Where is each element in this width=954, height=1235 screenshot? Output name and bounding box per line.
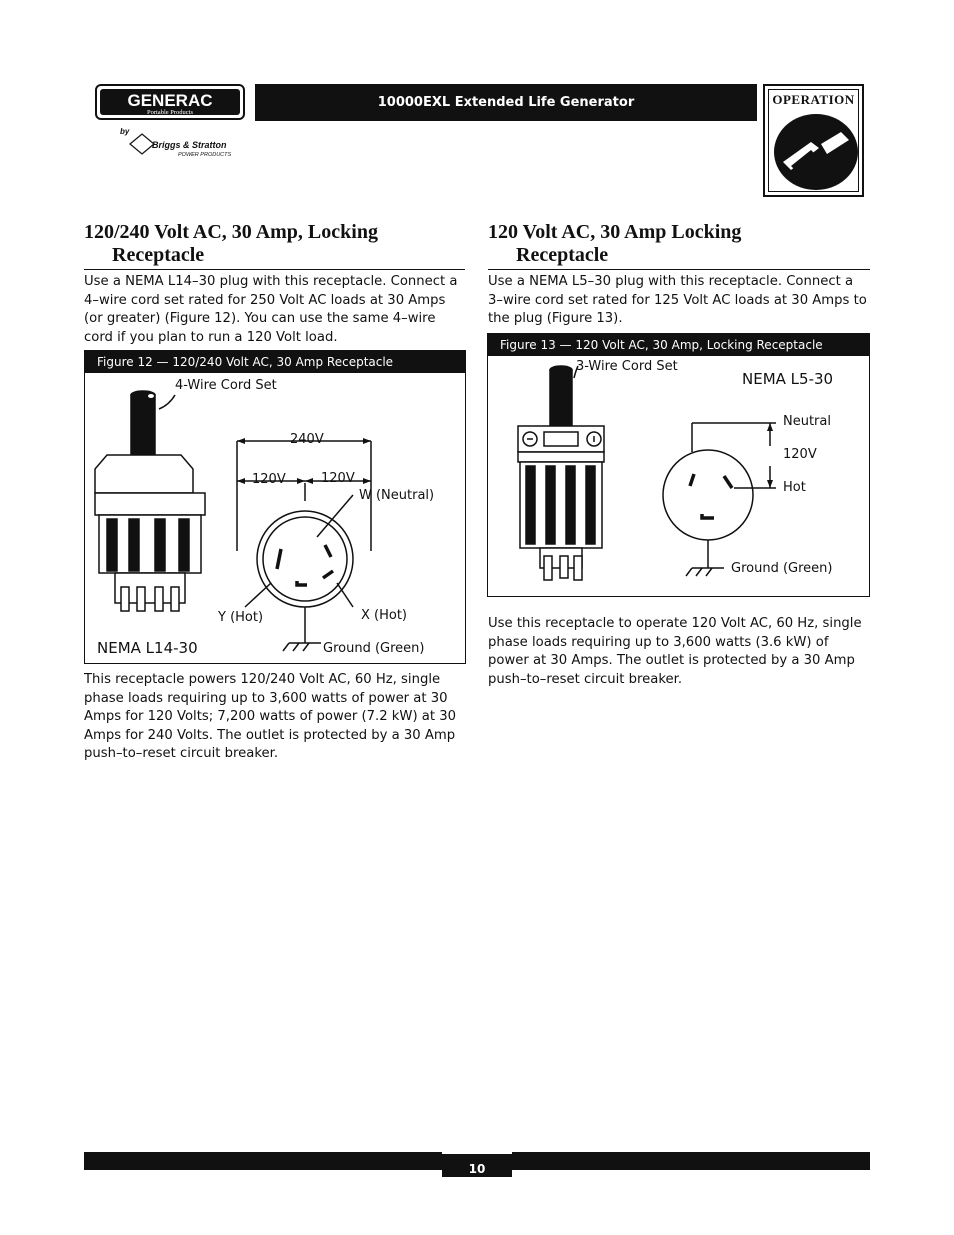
left-heading: 120/240 Volt AC, 30 Amp, Locking Receptacle — [84, 221, 465, 270]
label-hot: Hot — [783, 480, 806, 495]
label-x-hot: X (Hot) — [361, 608, 408, 623]
brand-text: GENERAC — [127, 91, 213, 110]
label-neutral: W (Neutral) — [359, 488, 435, 503]
figure-12 — [84, 350, 466, 664]
svg-text:POWER PRODUCTS: POWER PRODUCTS — [178, 152, 232, 158]
figure-13 — [487, 333, 870, 597]
label-120v-left: 120V — [252, 472, 286, 487]
label-ground: Ground (Green) — [323, 641, 425, 656]
left-intro-paragraph: Use a NEMA L14–30 plug with this receptacle. Connect a 4–wire cord set rated for 250 Volt AC loads at 30 Amps (or greater) (Figure 12). You can use the same 4–wire cord if you plan to run a 120 Volt load. — [84, 274, 458, 345]
generac-logo — [95, 84, 245, 120]
right-intro-paragraph: Use a NEMA L5–30 plug with this receptacle. Connect a 3–wire cord set rated for 125 Volt AC loads at 30 Amps to the plug (Figure 13). — [488, 274, 867, 326]
page-number: 10 — [442, 1152, 512, 1177]
nema-l14-30-label: NEMA L14-30 — [97, 639, 198, 657]
figure-12-caption: Figure 12 — 120/240 Volt AC, 30 Amp Receptacle — [85, 351, 465, 373]
figure-13-caption: Figure 13 — 120 Volt AC, 30 Amp, Locking Receptacle — [488, 334, 869, 356]
section-label: OPERATION — [772, 92, 855, 107]
label-120v-right: 120V — [321, 471, 355, 486]
svg-text:by: by — [120, 127, 130, 136]
label-neutral-right: Neutral — [783, 414, 831, 429]
operation-plug-icon — [771, 110, 862, 192]
cord-label: 4-Wire Cord Set — [175, 378, 277, 393]
briggs-byline — [120, 126, 250, 160]
header-title-bar — [255, 84, 757, 121]
l5-30-diagram — [488, 356, 869, 596]
l14-30-diagram — [85, 373, 465, 663]
cord-label-3wire: 3-Wire Cord Set — [576, 359, 678, 374]
right-body-paragraph: Use this receptacle to operate 120 Volt AC, 60 Hz, single phase loads requiring up to 3,600 watts (3.6 kW) of power at 30 Amps. The outlet is protected by a 30 Amp push–to–reset circuit breaker. — [488, 616, 862, 687]
left-body-paragraph: This receptacle powers 120/240 Volt AC, 60 Hz, single phase loads requiring up to 3,600 watts of power at 30 Amps for 120 Volts; 7,200 watts of power (7.2 kW) at 30 Amps for 240 Volts. The outlet is protected by a 30 Amp push–to–reset circuit breaker. — [84, 672, 457, 761]
brand-sub-text: Portable Products — [146, 109, 194, 116]
nema-l5-30-label: NEMA L5-30 — [742, 370, 834, 388]
operation-badge — [763, 84, 864, 197]
svg-text:Briggs & Stratton: Briggs & Stratton — [152, 140, 227, 150]
right-heading: 120 Volt AC, 30 Amp Locking Receptacle — [488, 221, 870, 270]
doc-title: 10000EXL Extended Life Generator — [377, 95, 635, 110]
label-120v: 120V — [783, 447, 817, 462]
label-240v: 240V — [290, 432, 324, 447]
label-y-hot: Y (Hot) — [218, 610, 264, 625]
label-ground-right: Ground (Green) — [731, 561, 833, 576]
